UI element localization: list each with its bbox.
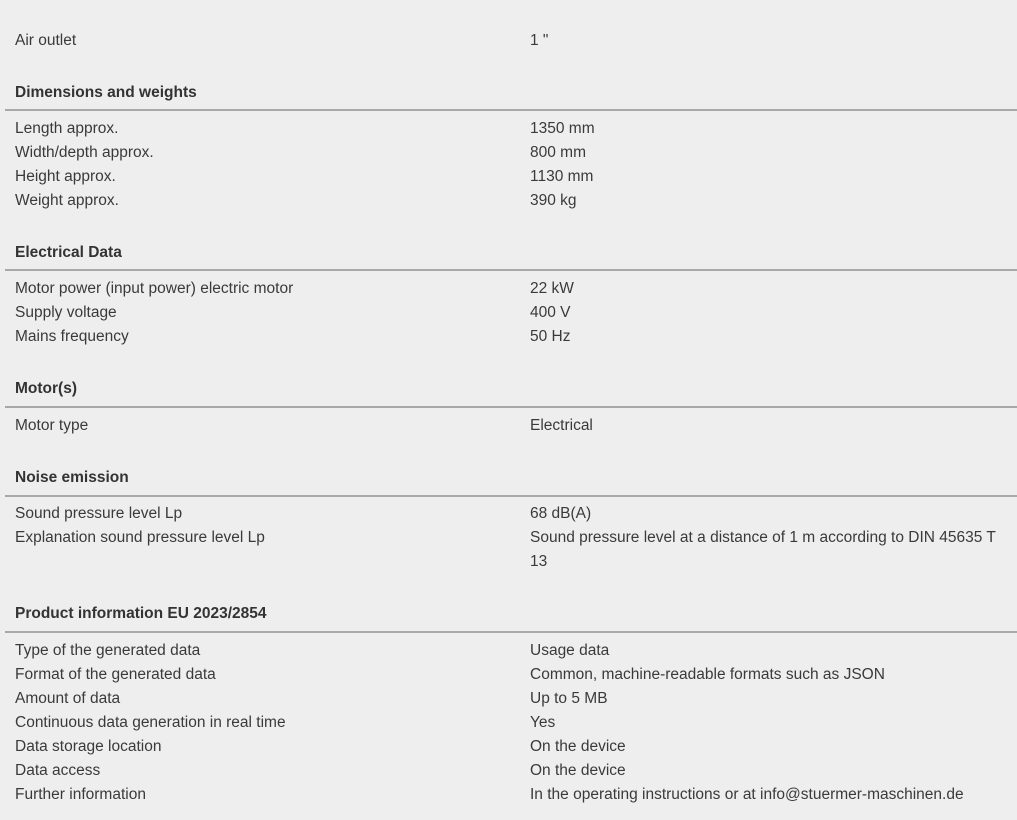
- spec-value: Yes: [530, 714, 556, 731]
- section-divider: [5, 631, 1017, 633]
- spec-label: Width/depth approx.: [15, 144, 154, 161]
- section-title-electrical: Electrical Data: [15, 244, 122, 261]
- spec-value: 68 dB(A): [530, 505, 592, 522]
- spec-label: Height approx.: [15, 168, 116, 185]
- spec-value: Up to 5 MB: [530, 690, 608, 707]
- spec-label: Continuous data generation in real time: [15, 714, 286, 731]
- spec-value: Usage data: [530, 642, 610, 659]
- spec-value: 800 mm: [530, 144, 586, 161]
- spec-label: Motor type: [15, 417, 89, 434]
- spec-label: Data access: [15, 762, 101, 779]
- section-title-product-info: Product information EU 2023/2854: [15, 605, 267, 622]
- spec-value: 22 kW: [530, 280, 574, 297]
- spec-label: Type of the generated data: [15, 642, 201, 659]
- spec-value: In the operating instructions or at info@stuermer-maschinen.de: [530, 786, 964, 803]
- spec-label: Supply voltage: [15, 304, 117, 321]
- spec-label: Motor power (input power) electric motor: [15, 280, 294, 297]
- spec-label: Data storage location: [15, 738, 162, 755]
- section-title-motors: Motor(s): [15, 380, 77, 397]
- spec-value: 1 ": [530, 32, 549, 49]
- spec-label: Amount of data: [15, 690, 121, 707]
- section-divider: [5, 406, 1017, 408]
- spec-value: 400 V: [530, 304, 571, 321]
- spec-label: Mains frequency: [15, 328, 129, 345]
- spec-value: 390 kg: [530, 192, 577, 209]
- spec-value: Electrical: [530, 417, 593, 434]
- section-title-dimensions: Dimensions and weights: [15, 84, 197, 101]
- spec-value: 50 Hz: [530, 328, 571, 345]
- spec-label: Explanation sound pressure level Lp: [15, 529, 265, 546]
- section-title-noise: Noise emission: [15, 469, 129, 486]
- spec-value: Common, machine-readable formats such as JSON: [530, 666, 885, 683]
- spec-value: 1130 mm: [530, 168, 594, 185]
- spec-value: Sound pressure level at a distance of 1 m according to DIN 45635 T 13: [530, 529, 996, 570]
- spec-value: 1350 mm: [530, 120, 595, 137]
- spec-label: Air outlet: [15, 32, 77, 49]
- spec-label: Weight approx.: [15, 192, 119, 209]
- section-divider: [5, 109, 1017, 111]
- spec-label: Format of the generated data: [15, 666, 216, 683]
- spec-label: Further information: [15, 786, 146, 803]
- spec-value: On the device: [530, 762, 626, 779]
- spec-label: Length approx.: [15, 120, 119, 137]
- spec-label: Sound pressure level Lp: [15, 505, 183, 522]
- section-divider: [5, 495, 1017, 497]
- spec-value: On the device: [530, 738, 626, 755]
- section-divider: [5, 269, 1017, 271]
